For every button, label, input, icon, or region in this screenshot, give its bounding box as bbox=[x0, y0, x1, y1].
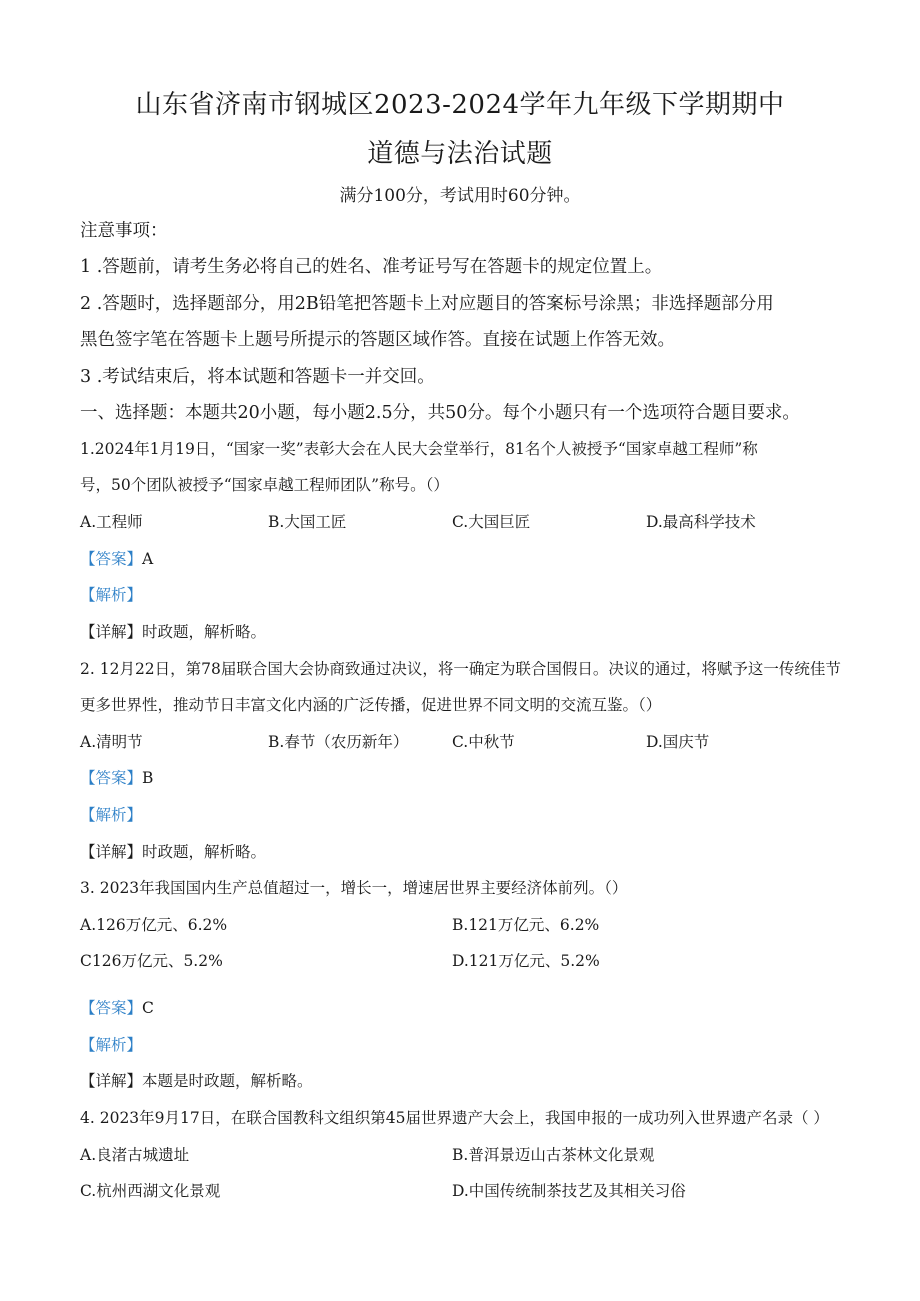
q4-option-b: B.普洱景迈山古茶林文化景观 bbox=[452, 1146, 655, 1164]
notice-item-2-line2: 黑色签字笔在答题卡上题号所提示的答题区域作答。直接在试题上作答无效。 bbox=[80, 330, 675, 350]
q4-stem-line1: 4. 2023年9月17日，在联合国教科文组织第45届世界遗产大会上，我国申报的一成功列入世界遗产名录（ ） bbox=[80, 1109, 829, 1127]
q1-option-c: C.大国巨匠 bbox=[452, 513, 531, 531]
answer-label: 【答案】 bbox=[80, 769, 143, 787]
q1-stem-line1: 1.2024年1月19日，“国家一奖”表彰大会在人民大会堂举行，81名个人被授予“国家卓越工程师”称 bbox=[80, 440, 758, 458]
notice-heading: 注意事项： bbox=[80, 221, 168, 241]
analysis-label: 【解析】 bbox=[80, 586, 143, 604]
q2-option-b: B.春节（农历新年） bbox=[268, 733, 409, 751]
q3-answer bbox=[80, 996, 154, 1018]
q3-detail-text: 本题是时政题，解析略。 bbox=[142, 1072, 313, 1090]
notice-item-2-line1: 2 .答题时，选择题部分，用2B铅笔把答题卡上对应题目的答案标号涂黑；非选择题部分用 bbox=[80, 294, 774, 314]
q1-option-a: A.工程师 bbox=[80, 513, 143, 531]
detail-label: 【详解】 bbox=[80, 843, 143, 861]
q4-option-d: D.中国传统制茶技艺及其相关习俗 bbox=[452, 1182, 686, 1200]
q3-answer-value: C bbox=[142, 999, 154, 1017]
q2-stem-line2: 更多世界性，推动节日丰富文化内涵的广泛传播，促进世界不同文明的交流互鉴。（） bbox=[80, 696, 662, 714]
answer-label: 【答案】 bbox=[80, 999, 143, 1017]
q2-detail-text: 时政题，解析略。 bbox=[142, 843, 267, 861]
q2-option-d: D.国庆节 bbox=[646, 733, 710, 751]
q1-stem-line2: 号，50个团队被授予“国家卓越工程师团队”称号。（） bbox=[80, 476, 449, 494]
q1-option-d: D.最高科学技术 bbox=[646, 513, 756, 531]
q2-option-a: A.清明节 bbox=[80, 733, 143, 751]
q3-option-d: D.121万亿元、5.2% bbox=[452, 952, 600, 970]
detail-label: 【详解】 bbox=[80, 1072, 143, 1090]
analysis-label: 【解析】 bbox=[80, 1036, 143, 1054]
q3-option-b: B.121万亿元、6.2% bbox=[452, 916, 600, 934]
notice-item-3: 3 .考试结束后，将本试题和答题卡一并交回。 bbox=[80, 367, 435, 387]
section1-heading: 一、选择题：本题共20小题，每小题2.5分，共50分。每个小题只有一个选项符合题目要求。 bbox=[80, 403, 800, 423]
q1-answer-value: A bbox=[142, 550, 154, 568]
notice-item-1: 1 .答题前，请考生务必将自己的姓名、准考证号写在答题卡的规定位置上。 bbox=[80, 257, 663, 277]
exam-subtitle: 满分100分，考试用时60分钟。 bbox=[339, 186, 581, 206]
exam-title-line1: 山东省济南市钢城区2023-2024学年九年级下学期期中 bbox=[135, 90, 785, 120]
answer-label: 【答案】 bbox=[80, 550, 143, 568]
analysis-label: 【解析】 bbox=[80, 806, 143, 824]
q1-answer bbox=[80, 547, 153, 569]
q2-answer bbox=[80, 766, 153, 788]
q3-analysis bbox=[80, 1033, 142, 1055]
exam-title-line2: 道德与法治试题 bbox=[367, 139, 553, 169]
q2-detail bbox=[80, 840, 266, 862]
detail-label: 【详解】 bbox=[80, 623, 143, 641]
q2-answer-value: B bbox=[142, 769, 154, 787]
q2-analysis bbox=[80, 803, 142, 825]
q2-stem-line1: 2. 12月22日，第78届联合国大会协商致通过决议，将一确定为联合国假日。决议的通过，将赋予这一传统佳节 bbox=[80, 660, 841, 678]
q4-option-a: A.良渚古城遗址 bbox=[80, 1146, 190, 1164]
q1-option-b: B.大国工匠 bbox=[268, 513, 347, 531]
q3-detail bbox=[80, 1069, 313, 1091]
q1-detail bbox=[80, 620, 266, 642]
q3-stem-line1: 3. 2023年我国国内生产总值超过一，增长一，增速居世界主要经济体前列。（） bbox=[80, 879, 628, 897]
q4-option-c: C.杭州西湖文化景观 bbox=[80, 1182, 221, 1200]
q1-detail-text: 时政题，解析略。 bbox=[142, 623, 267, 641]
q2-option-c: C.中秋节 bbox=[452, 733, 515, 751]
q3-option-c: C126万亿元、5.2% bbox=[80, 952, 223, 970]
q3-option-a: A.126万亿元、6.2% bbox=[80, 916, 228, 934]
q1-analysis bbox=[80, 583, 142, 605]
